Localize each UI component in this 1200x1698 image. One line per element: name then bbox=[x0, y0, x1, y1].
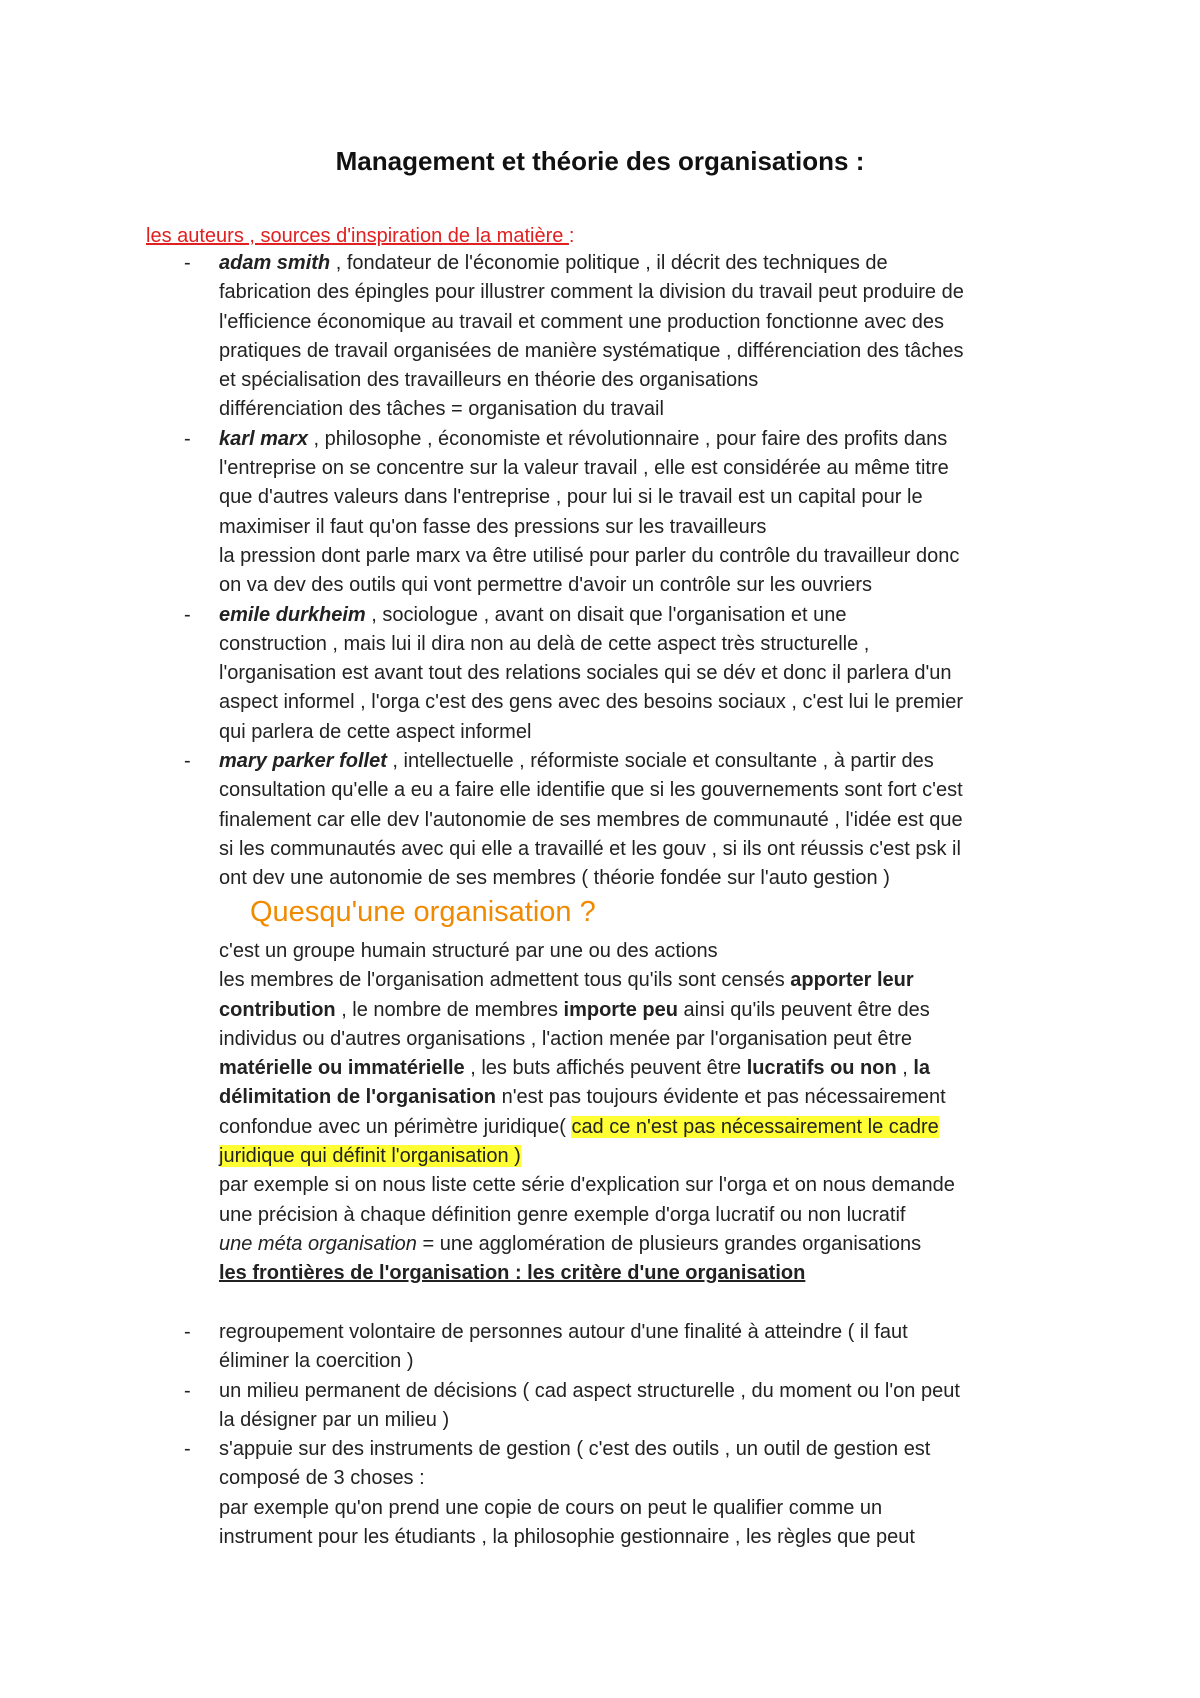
text-line: l'efficience économique au travail et comment une production fonctionne avec des bbox=[219, 310, 944, 333]
author-name: adam smith bbox=[219, 252, 331, 274]
list-dash: - bbox=[184, 750, 191, 773]
organisation-heading: Quesqu'une organisation ? bbox=[250, 896, 596, 928]
list-item-adam-smith bbox=[146, 249, 1076, 425]
text-span: n'est pas toujours évidente et pas nécessairement bbox=[496, 1086, 946, 1109]
list-item-criterion bbox=[146, 1318, 1076, 1377]
list-dash: - bbox=[184, 252, 191, 274]
list-dash: - bbox=[184, 1379, 191, 1402]
page-title: Management et théorie des organisations : bbox=[335, 146, 865, 176]
text-line: la pression dont parle marx va être utilisé pour parler du contrôle du travailleur donc bbox=[219, 544, 960, 567]
text-span: ainsi qu'ils peuvent être des bbox=[677, 998, 930, 1021]
text-span: confondue avec un périmètre juridique( bbox=[219, 1115, 572, 1138]
text-line: la désigner par un milieu ) bbox=[219, 1408, 450, 1431]
list-item-criterion bbox=[146, 1435, 1076, 1552]
list-item-criterion bbox=[146, 1377, 1076, 1436]
bold-text: lucratifs ou non bbox=[746, 1057, 897, 1080]
authors-list bbox=[146, 249, 1076, 894]
bold-text: apporter leur bbox=[790, 969, 914, 992]
text-line: aspect informel , l'orga c'est des gens avec des besoins sociaux , c'est lui le premier bbox=[219, 691, 964, 714]
text-span: les membres de l'organisation admettent tous qu'ils sont censés bbox=[219, 969, 791, 992]
text-line: éliminer la coercition ) bbox=[219, 1350, 414, 1373]
text-line: et spécialisation des travailleurs en théorie des organisations bbox=[219, 369, 759, 392]
text-line: maximiser il faut qu'on fasse des pressions sur les travailleurs bbox=[219, 515, 767, 538]
text-line: on va dev des outils qui vont permettre d'avoir un contrôle sur les ouvriers bbox=[219, 574, 873, 597]
text-line: qui parlera de cette aspect informel bbox=[219, 720, 532, 743]
bold-text: délimitation de l'organisation bbox=[219, 1086, 497, 1109]
text-span: , bbox=[896, 1057, 914, 1080]
text-line: , intellectuelle , réformiste sociale et consultante , à partir des bbox=[386, 750, 934, 773]
text-line: que d'autres valeurs dans l'entreprise , pour lui si le travail est un capital pour le bbox=[219, 486, 923, 509]
text-line: c'est un groupe humain structuré par une ou des actions bbox=[219, 940, 718, 962]
text-line: par exemple si on nous liste cette série d'explication sur l'orga et on nous demande bbox=[219, 1174, 955, 1197]
text-line: construction , mais lui il dira non au delà de cette aspect très structurelle , bbox=[219, 632, 870, 655]
bold-text: contribution bbox=[219, 998, 336, 1021]
highlighted-text: cad ce n'est pas nécessairement le cadre bbox=[571, 1115, 939, 1138]
text-line: composé de 3 choses : bbox=[219, 1467, 425, 1490]
text-line: différenciation des tâches = organisation du travail bbox=[219, 398, 664, 421]
criteria-heading: les frontières de l'organisation : les critère d'une organisation bbox=[219, 1262, 806, 1285]
text-line: , fondateur de l'économie politique , il décrit des techniques de bbox=[330, 252, 888, 274]
list-dash: - bbox=[184, 603, 191, 626]
list-dash: - bbox=[184, 427, 191, 450]
list-item-emile-durkheim bbox=[146, 601, 1076, 747]
criteria-list bbox=[146, 1318, 1076, 1552]
text-line: pratiques de travail organisées de manière systématique , différenciation des tâches bbox=[219, 339, 964, 362]
sources-heading bbox=[146, 222, 574, 251]
text-line: consultation qu'elle a eu a faire elle identifie que si les gouvernements sont fort c'est bbox=[219, 779, 963, 802]
list-item-karl-marx bbox=[146, 425, 1076, 601]
text-line: individus ou d'autres organisations , l'action menée par l'organisation peut être bbox=[219, 1027, 912, 1050]
list-dash: - bbox=[184, 1438, 191, 1461]
text-line: une précision à chaque définition genre exemple d'orga lucratif ou non lucratif bbox=[219, 1203, 906, 1226]
sources-heading-colon: : bbox=[568, 225, 575, 247]
organisation-definition bbox=[219, 937, 1099, 1289]
text-line: un milieu permanent de décisions ( cad aspect structurelle , du moment ou l'on peut bbox=[219, 1379, 960, 1402]
bold-text: matérielle ou immatérielle bbox=[219, 1057, 465, 1080]
text-line: , sociologue , avant on disait que l'organisation et une bbox=[365, 603, 847, 626]
author-name: mary parker follet bbox=[219, 750, 387, 773]
text-span: , les buts affichés peuvent être bbox=[464, 1057, 747, 1080]
text-line: par exemple qu'on prend une copie de cours on peut le qualifier comme un bbox=[219, 1496, 883, 1519]
author-name: karl marx bbox=[219, 427, 308, 450]
italic-text: une méta organisation bbox=[219, 1232, 417, 1255]
text-line: instrument pour les étudiants , la philosophie gestionnaire , les règles que peut bbox=[219, 1526, 915, 1549]
author-name: emile durkheim bbox=[219, 603, 366, 626]
list-item-mary-parker-follet bbox=[146, 747, 1076, 893]
text-line: l'organisation est avant tout des relations sociales qui se dév et donc il parlera d'un bbox=[219, 662, 952, 685]
text-line: ont dev une autonomie de ses membres ( théorie fondée sur l'auto gestion ) bbox=[219, 867, 890, 890]
text-line: si les communautés avec qui elle a travaillé et les gouv , si ils ont réussis c'est psk il bbox=[219, 837, 961, 860]
sources-heading-text: les auteurs , sources d'inspiration de la matière bbox=[146, 225, 569, 247]
text-span: , le nombre de membres bbox=[335, 998, 564, 1021]
text-line: finalement car elle dev l'autonomie de ses membres de communauté , l'idée est que bbox=[219, 808, 963, 831]
text-line: l'entreprise on se concentre sur la valeur travail , elle est considérée au même titre bbox=[219, 457, 949, 480]
bold-text: la bbox=[913, 1057, 931, 1080]
highlighted-text: juridique qui définit l'organisation ) bbox=[219, 1145, 521, 1168]
bold-text: importe peu bbox=[563, 998, 678, 1021]
text-line: fabrication des épingles pour illustrer comment la division du travail peut produire de bbox=[219, 281, 964, 304]
text-line: regroupement volontaire de personnes autour d'une finalité à atteindre ( il faut bbox=[219, 1321, 908, 1343]
text-line: , philosophe , économiste et révolutionnaire , pour faire des profits dans bbox=[307, 427, 948, 450]
text-span: = une agglomération de plusieurs grandes organisations bbox=[416, 1232, 922, 1255]
list-dash: - bbox=[184, 1321, 191, 1343]
text-line: s'appuie sur des instruments de gestion ( c'est des outils , un outil de gestion est bbox=[219, 1438, 931, 1461]
